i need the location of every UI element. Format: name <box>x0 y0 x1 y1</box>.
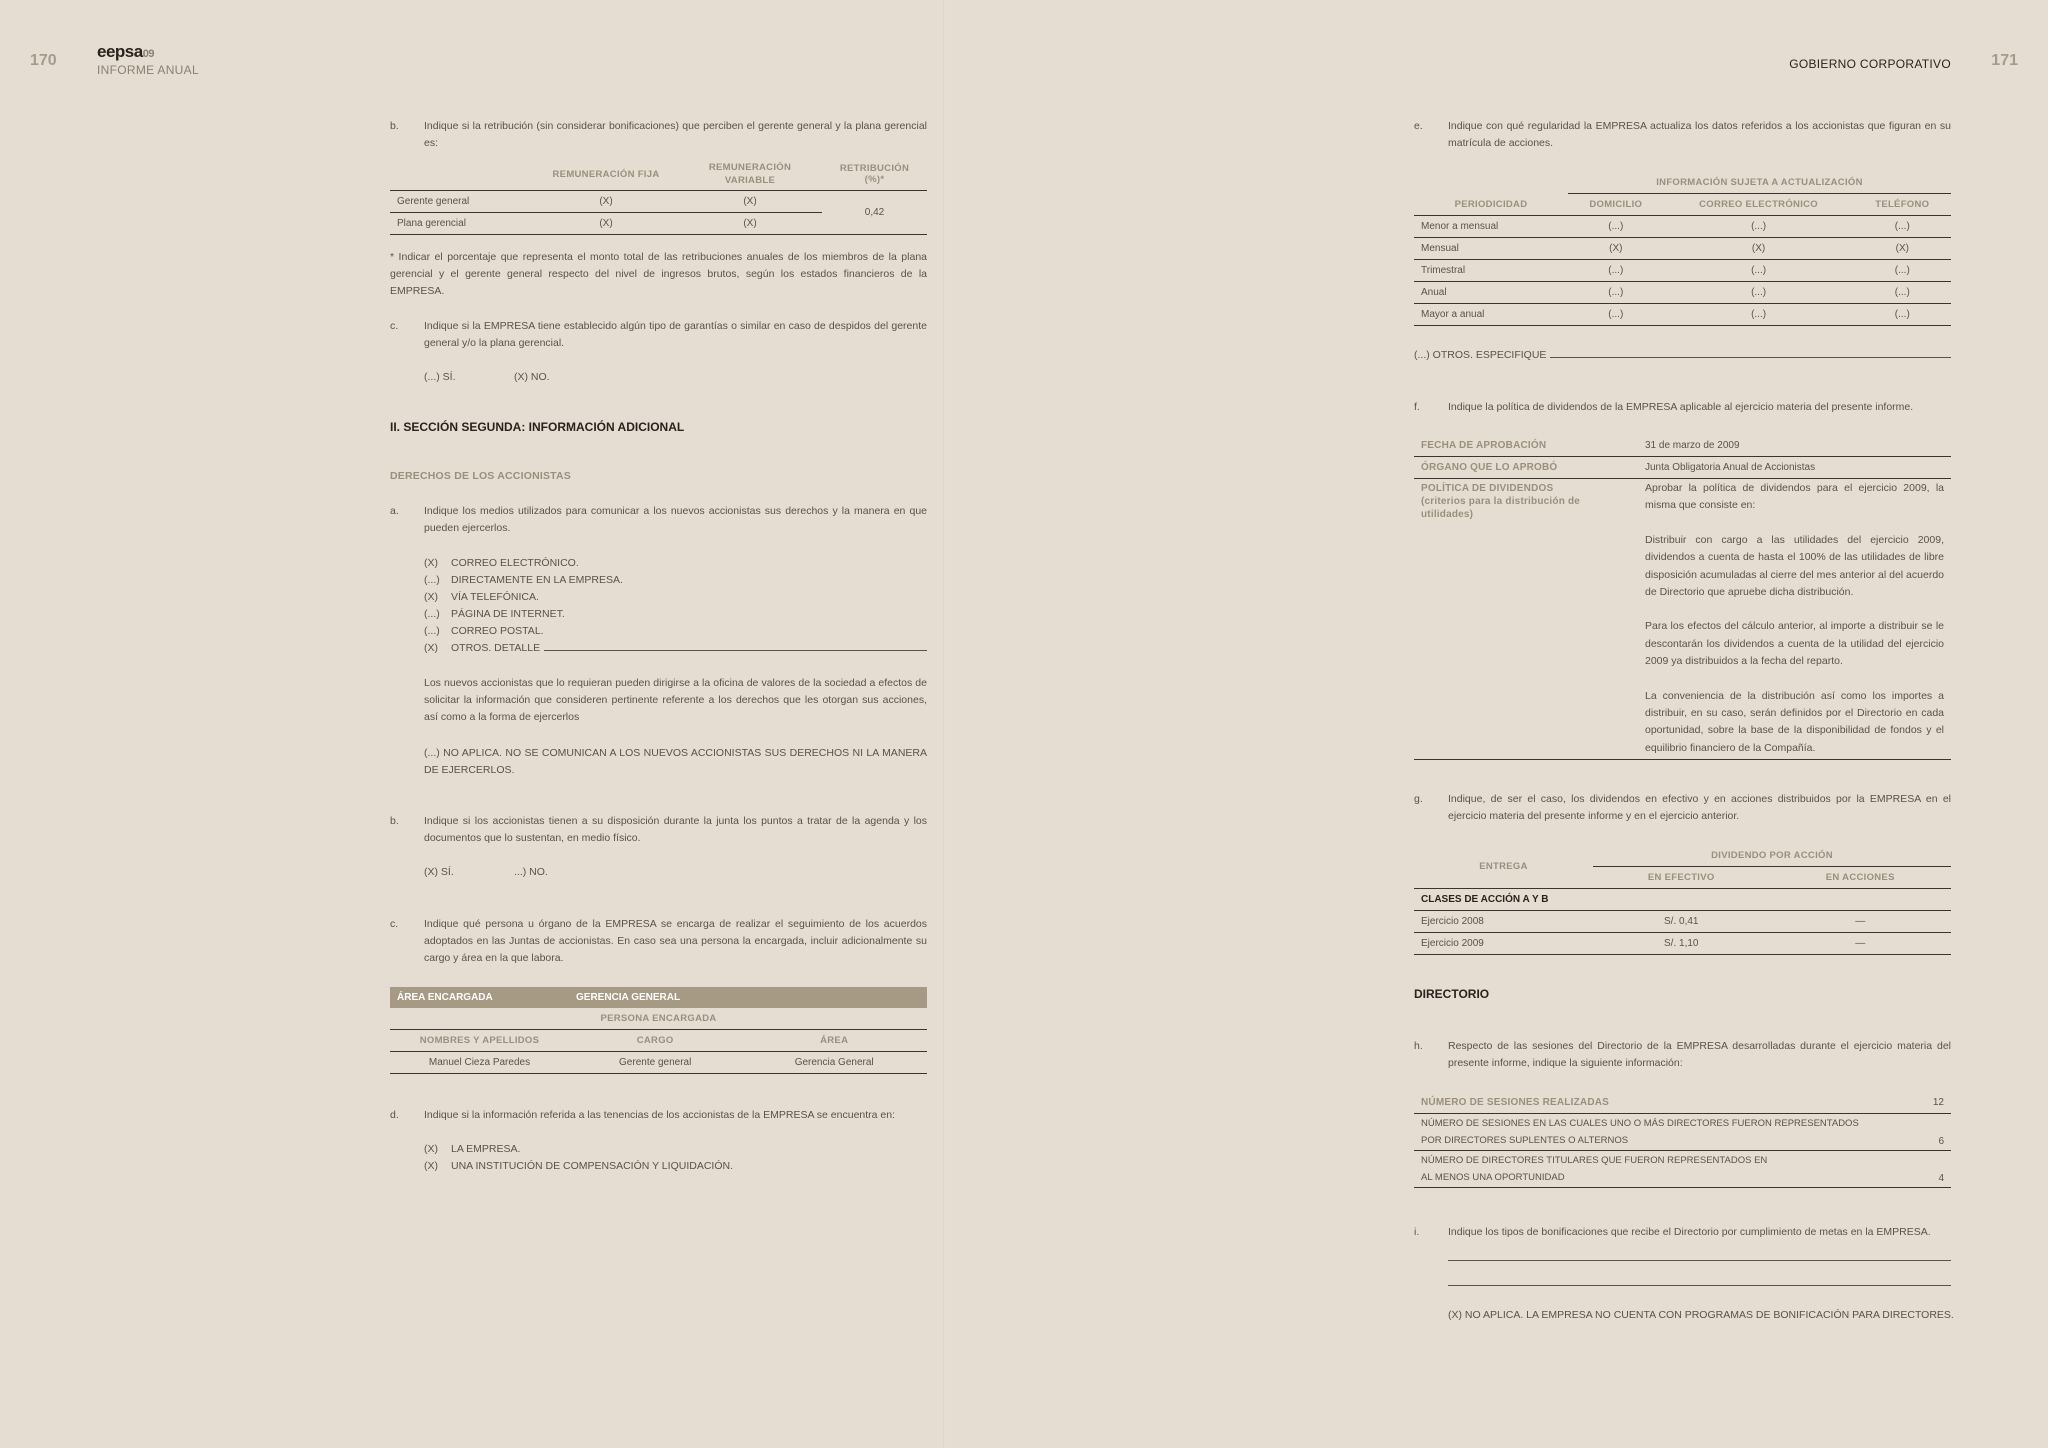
politica-text <box>1638 479 1951 760</box>
question-text: Indique los medios utilizados para comunicar a los nuevos accionistas sus derechos y la manera en que pueden ejercerlos. <box>424 505 927 534</box>
cell-efectivo: S/. 1,10 <box>1593 933 1770 955</box>
question-b-retribucion <box>390 118 927 152</box>
fecha-label: FECHA DE APROBACIÓN <box>1414 435 1638 457</box>
sesiones-label: NÚMERO DE SESIONES REALIZADAS <box>1414 1092 1923 1114</box>
cell-cargo: Gerente general <box>569 1052 741 1074</box>
titulares-label <box>1414 1151 1923 1188</box>
item-letter: c. <box>390 320 399 332</box>
item-letter: d. <box>390 1109 399 1121</box>
option-row <box>424 623 927 640</box>
group-header: INFORMACIÓN SUJETA A ACTUALIZACIÓN <box>1568 172 1951 194</box>
cell-periodicidad: Mayor a anual <box>1414 304 1568 326</box>
header-dividendo: DIVIDENDO POR ACCIÓN <box>1593 845 1951 867</box>
medios-note: Los nuevos accionistas que lo requieran pueden dirigirse a la oficina de valores de la sociedad a efectos de solicitar la información que consideren pertinente referente a los derechos que les otorgan sus acciones, así como a la forma de ejercerlos <box>424 677 927 723</box>
question-d-tenencias <box>390 1107 927 1124</box>
header-cargo: CARGO <box>569 1030 741 1052</box>
option-row <box>424 640 927 657</box>
option-no: ...) NO. <box>514 866 548 878</box>
cell-fija: (X) <box>534 191 678 213</box>
question-e-regularidad <box>1414 118 1951 152</box>
header-efectivo: EN EFECTIVO <box>1593 867 1770 889</box>
header-correo: CORREO ELECTRÓNICO <box>1664 194 1854 216</box>
cell-correo: (...) <box>1664 260 1854 282</box>
titulares-line: AL MENOS UNA OPORTUNIDAD <box>1421 1172 1565 1183</box>
question-f-dividendos <box>1414 399 1951 416</box>
organo-value: Junta Obligatoria Anual de Accionistas <box>1638 457 1951 479</box>
actualizacion-table <box>1414 172 1951 326</box>
option-mark: (...) <box>424 608 440 620</box>
cell-correo: (...) <box>1664 282 1854 304</box>
item-letter: f. <box>1414 401 1420 413</box>
cell-area: Gerencia General <box>741 1052 927 1074</box>
right-page-number: 171 <box>1991 52 2018 69</box>
cell-telefono: (...) <box>1854 304 1951 326</box>
especifique-fill-line <box>1550 347 1951 358</box>
item-letter: g. <box>1414 793 1423 805</box>
option-row <box>424 1141 733 1158</box>
question-c-seguimiento <box>390 916 927 967</box>
seguimiento-table <box>390 987 927 1074</box>
eepsa-logo <box>97 42 154 62</box>
answer-line <box>1448 1260 1951 1261</box>
question-c-garantias <box>390 318 927 352</box>
bonificacion-no-aplica: (X) NO APLICA. LA EMPRESA NO CUENTA CON PROGRAMAS DE BONIFICACIÓN PARA DIRECTORES. <box>1448 1309 1954 1321</box>
question-i-bonificaciones <box>1414 1224 1951 1241</box>
politica-table <box>1414 435 1951 760</box>
header-empty <box>1414 172 1568 194</box>
detail-fill-line <box>544 640 927 651</box>
option-mark: (X) <box>424 1160 438 1172</box>
clases-row: CLASES DE ACCIÓN A Y B <box>1414 889 1951 911</box>
titulares-value: 4 <box>1923 1151 1951 1188</box>
question-text: Indique, de ser el caso, los dividendos en efectivo y en acciones distribuidos por la EMPRESA en el ejercicio materia del presente informe y en el ejercicio anterior. <box>1448 793 1951 822</box>
question-text: Indique si la retribución (sin considerar bonificaciones) que perciben el gerente general y la plana gerencial es: <box>424 120 927 149</box>
representados-value: 6 <box>1923 1114 1951 1151</box>
cell-nombre: Manuel Cieza Paredes <box>390 1052 569 1074</box>
politica-label-cell <box>1414 479 1638 760</box>
option-si: (X) SÍ. <box>424 866 454 878</box>
cell-telefono: (...) <box>1854 260 1951 282</box>
item-letter: b. <box>390 120 399 132</box>
option-label: DIRECTAMENTE EN LA EMPRESA. <box>451 574 623 586</box>
option-mark: (...) <box>424 574 440 586</box>
option-label: CORREO ELECTRÓNICO. <box>451 557 579 569</box>
politica-paragraph: Para los efectos del cálculo anterior, al importe a distribuir se le descontarán los dividendos a cuenta de la utilidad del ejercicio 2009 ya distribuidos a la fecha del reparto. <box>1645 620 1944 668</box>
directorio-heading: DIRECTORIO <box>1414 987 1490 1001</box>
item-letter: h. <box>1414 1040 1423 1052</box>
cell-telefono: (...) <box>1854 282 1951 304</box>
cell-variable: (X) <box>678 191 822 213</box>
option-row <box>424 555 927 572</box>
politica-sub: (criterios para la distribución de utilidades) <box>1421 496 1581 520</box>
option-mark: (...) <box>424 625 440 637</box>
cell-domicilio: (X) <box>1568 238 1664 260</box>
cell-fija: (X) <box>534 213 678 235</box>
header-domicilio: DOMICILIO <box>1568 194 1664 216</box>
option-mark: (X) <box>424 642 438 654</box>
row-label: Plana gerencial <box>390 213 534 235</box>
fecha-value: 31 de marzo de 2009 <box>1638 435 1951 457</box>
question-text: Indique con qué regularidad la EMPRESA actualiza los datos referidos a los accionistas que figuran en su matrícula de acciones. <box>1448 120 1951 149</box>
question-b-agenda <box>390 813 927 847</box>
cell-domicilio: (...) <box>1568 282 1664 304</box>
representados-line: NÚMERO DE SESIONES EN LAS CUALES UNO O MÁS DIRECTORES FUERON REPRESENTADOS <box>1421 1118 1859 1129</box>
logo-year: 09 <box>142 48 154 60</box>
cell-retribucion: 0,42 <box>822 191 927 235</box>
politica-paragraph: La conveniencia de la distribución así como los importes a distribuir, en su caso, serán definidos por el Directorio en cada oportunidad, sobre la base de la disponibilidad de fondos y el equilibrio financiero de la Compañía. <box>1645 689 1944 754</box>
page-gutter <box>943 0 945 1448</box>
sesiones-table <box>1414 1092 1951 1188</box>
representados-label <box>1414 1114 1923 1151</box>
sesiones-value: 12 <box>1923 1092 1951 1114</box>
option-no: (X) NO. <box>514 371 550 383</box>
politica-label: POLÍTICA DE DIVIDENDOS <box>1421 483 1554 494</box>
item-letter: b. <box>390 815 399 827</box>
titulares-line: NÚMERO DE DIRECTORES TITULARES QUE FUERON REPRESENTADOS EN <box>1421 1155 1768 1166</box>
representados-line: POR DIRECTORES SUPLENTES O ALTERNOS <box>1421 1135 1629 1146</box>
section-heading: II. SECCIÓN SEGUNDA: INFORMACIÓN ADICIONAL <box>390 420 685 434</box>
option-row <box>424 589 927 606</box>
retribucion-table <box>390 158 927 235</box>
question-text: Indique la política de dividendos de la EMPRESA aplicable al ejercicio materia del presente informe. <box>1448 401 1914 413</box>
answer-line <box>1448 1285 1951 1286</box>
item-letter: i. <box>1414 1226 1420 1238</box>
question-text: Indique si la EMPRESA tiene establecido algún tipo de garantías o similar en caso de despidos del gerente general y/o la plana gerencial. <box>424 320 927 349</box>
cell-periodicidad: Mensual <box>1414 238 1568 260</box>
subsection-heading: DERECHOS DE LOS ACCIONISTAS <box>390 470 571 482</box>
header-periodicidad: PERIODICIDAD <box>1414 194 1568 216</box>
cell-periodicidad: Menor a mensual <box>1414 216 1568 238</box>
cell-ejercicio: Ejercicio 2009 <box>1414 933 1593 955</box>
politica-paragraph: Distribuir con cargo a las utilidades del ejercicio 2009, dividendos a cuenta de hasta el 100% de las utilidades de libre disposición acumuladas al cierre del mes anterior al del acuerdo de Directorio que apruebe dicha distribución. <box>1645 533 1944 599</box>
cell-correo: (...) <box>1664 216 1854 238</box>
otros-label: (...) OTROS. ESPECIFIQUE <box>1414 349 1547 361</box>
option-row <box>424 606 927 623</box>
medios-options <box>424 555 927 657</box>
cell-correo: (X) <box>1664 238 1854 260</box>
section-title: GOBIERNO CORPORATIVO <box>1789 57 1951 71</box>
cell-periodicidad: Anual <box>1414 282 1568 304</box>
question-text: Respecto de las sesiones del Directorio de la EMPRESA desarrolladas durante el ejercicio materia del presente informe, indique la siguiente información: <box>1448 1040 1951 1069</box>
cell-ejercicio: Ejercicio 2008 <box>1414 911 1593 933</box>
question-h-sesiones <box>1414 1038 1951 1072</box>
question-text: Indique si los accionistas tienen a su disposición durante la junta los puntos a tratar de la agenda y los documentos que lo sustentan, en medio físico. <box>424 815 927 844</box>
option-row <box>424 572 927 589</box>
option-label: VÍA TELEFÓNICA. <box>451 591 539 603</box>
cell-domicilio: (...) <box>1568 260 1664 282</box>
cell-periodicidad: Trimestral <box>1414 260 1568 282</box>
item-letter: a. <box>390 505 399 517</box>
option-mark: (X) <box>424 591 438 603</box>
header-empty <box>390 158 534 191</box>
header-retribucion: RETRIBUCIÓN (%)* <box>822 158 927 191</box>
question-text: Indique los tipos de bonificaciones que recibe el Directorio por cumplimiento de metas en la EMPRESA. <box>1448 1226 1931 1238</box>
cell-efectivo: S/. 0,41 <box>1593 911 1770 933</box>
persona-label: PERSONA ENCARGADA <box>390 1008 927 1030</box>
politica-paragraph: Aprobar la política de dividendos para el ejercicio 2009, la misma que consiste en: <box>1645 482 1944 512</box>
question-text: Indique si la información referida a las tenencias de los accionistas de la EMPRESA se encuentra en: <box>424 1109 896 1121</box>
option-label: PÁGINA DE INTERNET. <box>451 608 565 620</box>
row-label: Gerente general <box>390 191 534 213</box>
header-area: ÁREA <box>741 1030 927 1052</box>
question-a-medios <box>390 503 927 537</box>
option-row <box>424 1158 733 1175</box>
option-si: (...) SÍ. <box>424 371 456 383</box>
item-letter: e. <box>1414 120 1423 132</box>
header-nombres: NOMBRES Y APELLIDOS <box>390 1030 569 1052</box>
otros-especifique <box>1414 347 1951 364</box>
cell-correo: (...) <box>1664 304 1854 326</box>
logo-text: eepsa <box>97 42 143 61</box>
dividendos-table <box>1414 845 1951 955</box>
organo-label: ÓRGANO QUE LO APROBÓ <box>1414 457 1638 479</box>
cell-variable: (X) <box>678 213 822 235</box>
header-fija: REMUNERACIÓN FIJA <box>534 158 678 191</box>
cell-telefono: (X) <box>1854 238 1951 260</box>
tenencias-options <box>424 1141 733 1175</box>
question-g-dividendos-distribuidos <box>1414 791 1951 825</box>
header-entrega: ENTREGA <box>1479 861 1528 872</box>
area-value: GERENCIA GENERAL <box>576 992 681 1003</box>
medios-no-aplica: (...) NO APLICA. NO SE COMUNICAN A LOS NUEVOS ACCIONISTAS SUS DERECHOS NI LA MANERA DE EJERCERLOS. <box>424 747 927 776</box>
cell-acciones: — <box>1770 933 1952 955</box>
option-label: LA EMPRESA. <box>451 1143 521 1155</box>
header-acciones: EN ACCIONES <box>1770 867 1952 889</box>
cell-domicilio: (...) <box>1568 304 1664 326</box>
item-letter: c. <box>390 918 399 930</box>
header-variable: REMUNERACIÓN VARIABLE <box>678 158 822 191</box>
header-telefono: TELÉFONO <box>1854 194 1951 216</box>
left-page-number: 170 <box>30 52 57 69</box>
option-label: CORREO POSTAL. <box>451 625 544 637</box>
option-label: UNA INSTITUCIÓN DE COMPENSACIÓN Y LIQUIDACIÓN. <box>451 1160 733 1172</box>
cell-acciones: — <box>1770 911 1952 933</box>
question-text: Indique qué persona u órgano de la EMPRESA se encarga de realizar el seguimiento de los acuerdos adoptados en las Juntas de accionistas. En caso sea una persona la encargada, incluir adicionalmente su cargo y área en la que labora. <box>424 918 927 964</box>
retribucion-footnote: * Indicar el porcentaje que representa el monto total de las retribuciones anuales de los miembros de la plana gerencial y el gerente general respecto del nivel de ingresos brutos, según los estados financieros de la EMPRESA. <box>390 251 927 297</box>
option-mark: (X) <box>424 557 438 569</box>
cell-domicilio: (...) <box>1568 216 1664 238</box>
option-mark: (X) <box>424 1143 438 1155</box>
cell-telefono: (...) <box>1854 216 1951 238</box>
option-label: OTROS. DETALLE <box>451 642 541 654</box>
area-label: ÁREA ENCARGADA <box>397 992 493 1003</box>
report-subtitle: INFORME ANUAL <box>97 63 199 77</box>
